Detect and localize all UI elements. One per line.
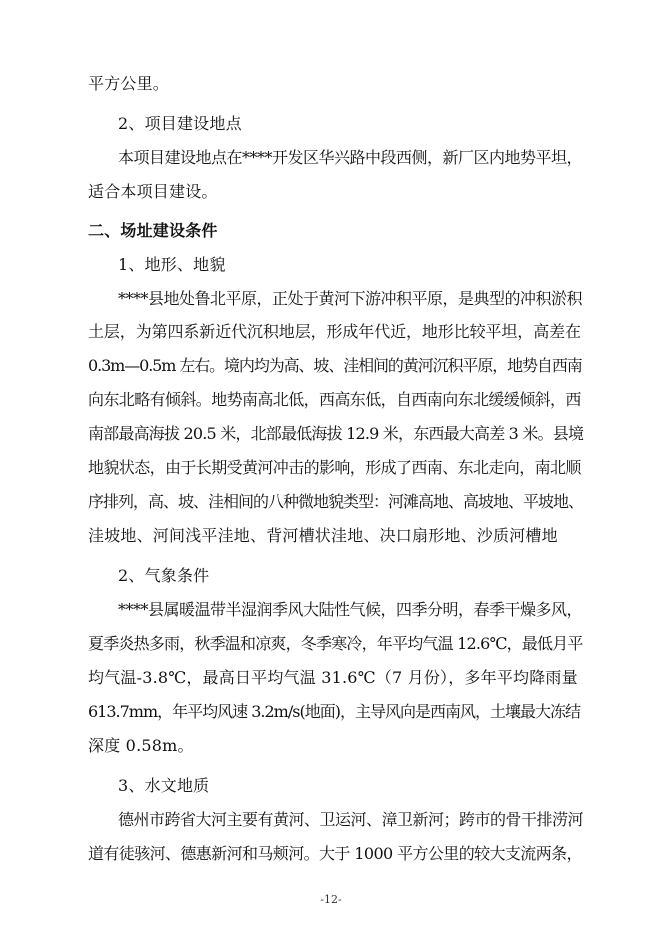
paragraph-line: 土层，为第四系新近代沉积地层，形成年代近，地形比较平坦，高差在: [88, 322, 581, 341]
subsection-heading: 2、项目建设地点: [118, 114, 242, 133]
subsection-heading: 3、水文地质: [118, 776, 210, 795]
paragraph-line: ****县地处鲁北平原，正处于黄河下游冲积平原，是典型的冲积淤积: [118, 289, 583, 308]
paragraph-line: 德州市跨省大河主要有黄河、卫运河、漳卫新河；跨市的骨干排涝河: [118, 810, 584, 829]
paragraph-line: 道有徒骇河、德惠新河和马颊河。大于 1000 平方公里的较大支流两条，: [88, 844, 582, 863]
paragraph-line: 夏季炎热多雨，秋季温和凉爽，冬季寒冷，年平均气温 12.6℃，最低月平: [88, 634, 583, 653]
paragraph-line: 本项目建设地点在****开发区华兴路中段西侧，新厂区内地势平坦，: [118, 148, 583, 167]
paragraph-line: 深度 0.58m。: [88, 736, 194, 755]
section-heading: 二、场址建设条件: [88, 221, 218, 240]
paragraph-line: 序排列，高、坡、洼相间的八种微地貌类型：河滩高地、高坡地、平坡地、: [88, 492, 584, 511]
paragraph-line: 均气温-3.8℃，最高日平均气温 31.6℃（7 月份），多年平均降雨量: [88, 668, 578, 687]
paragraph-line: 洼坡地、河间浅平洼地、背河槽状洼地、决口扇形地、沙质河槽地: [88, 526, 558, 545]
paragraph-line: 地貌状态，由于长期受黄河冲击的影响，形成了西南、东北走向，南北顺: [88, 458, 581, 477]
paragraph-line: 适合本项目建设。: [88, 182, 218, 201]
page-number: -12-: [320, 893, 342, 906]
subsection-heading: 2、气象条件: [118, 566, 210, 585]
paragraph-line: 0.3m—0.5m 左右。境内均为高、坡、洼相间的黄河沉积平原，地势自西南: [88, 356, 582, 375]
paragraph-line: 平方公里。: [88, 74, 170, 93]
paragraph-line: ****县属暖温带半湿润季风大陆性气候，四季分明，春季干燥多风，: [118, 600, 583, 619]
paragraph-line: 向东北略有倾斜。地势南高北低，西高东低，自西南向东北缓缓倾斜，西: [88, 390, 581, 409]
paragraph-line: 613.7mm，年平均风速 3.2m/s(地面)，主导风向是西南风，土壤最大冻结: [88, 702, 580, 721]
subsection-heading: 1、地形、地貌: [118, 255, 226, 274]
paragraph-line: 南部最高海拔 20.5 米，北部最低海拔 12.9 米，东西最大高差 3 米。县境: [88, 424, 584, 443]
